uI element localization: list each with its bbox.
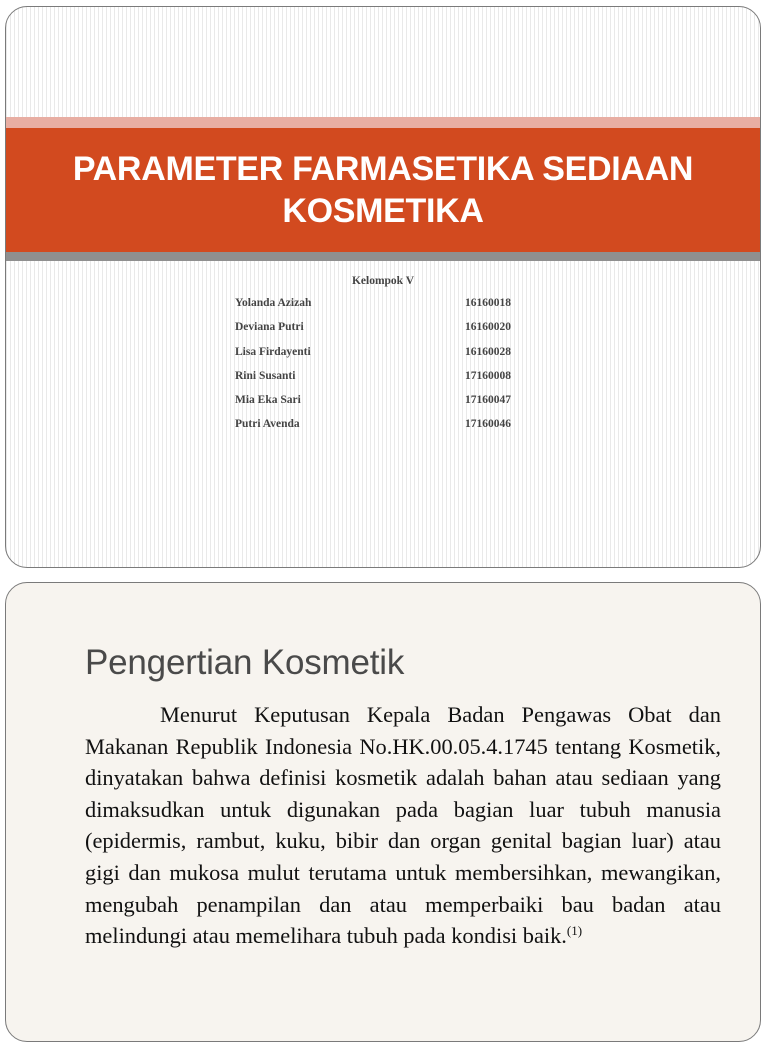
- member-row: [235, 418, 535, 442]
- slide-title: [5, 6, 761, 568]
- paragraph-text: Menurut Keputusan Kepala Badan Pengawas Obat dan Makanan Republik Indonesia No.HK.00.05.4.1745 tentang Kosmetik, dinyatakan bahwa definisi kosmetik adalah bahan atau sediaan yang dimaksudkan untuk digunakan pada bagian luar tubuh manusia (epidermis, rambut, kuku, bibir dan organ genital bagian luar) atau gigi dan mukosa mulut terutama untuk membersihkan, mewangikan, mengubah penampilan dan atau memperbaiki bau badan atau melindungi atau memelihara tubuh pada kondisi baik.: [85, 702, 721, 949]
- member-row: [235, 394, 535, 418]
- member-row: [235, 370, 535, 394]
- member-nim: 17160047: [465, 394, 511, 407]
- member-name: Mia Eka Sari: [235, 394, 301, 407]
- member-name: Lisa Firdayenti: [235, 345, 311, 358]
- member-name: Putri Avenda: [235, 418, 300, 431]
- accent-band-pink: [6, 117, 760, 128]
- member-nim: 16160028: [465, 345, 511, 358]
- member-nim: 16160020: [465, 321, 511, 334]
- group-label: Kelompok V: [351, 275, 415, 287]
- slide-title-text: PARAMETER FARMASETIKA SEDIAAN KOSMETIKA: [72, 150, 694, 230]
- member-row: [235, 297, 535, 321]
- member-row: [235, 321, 535, 345]
- member-name: Rini Susanti: [235, 369, 296, 382]
- member-name: Deviana Putri: [235, 321, 304, 334]
- member-row: [235, 346, 535, 370]
- section-heading: Pengertian Kosmetik: [85, 643, 405, 682]
- slide-definition: [5, 582, 761, 1042]
- title-band: [6, 128, 760, 252]
- member-nim: 17160008: [465, 369, 511, 382]
- member-name: Yolanda Azizah: [235, 297, 312, 309]
- member-nim: 17160046: [465, 418, 511, 431]
- member-nim: 16160018: [465, 297, 511, 309]
- definition-paragraph: [85, 699, 721, 952]
- member-list: [235, 297, 535, 443]
- citation-marker: (1): [566, 923, 583, 939]
- accent-band-gray: [6, 252, 760, 261]
